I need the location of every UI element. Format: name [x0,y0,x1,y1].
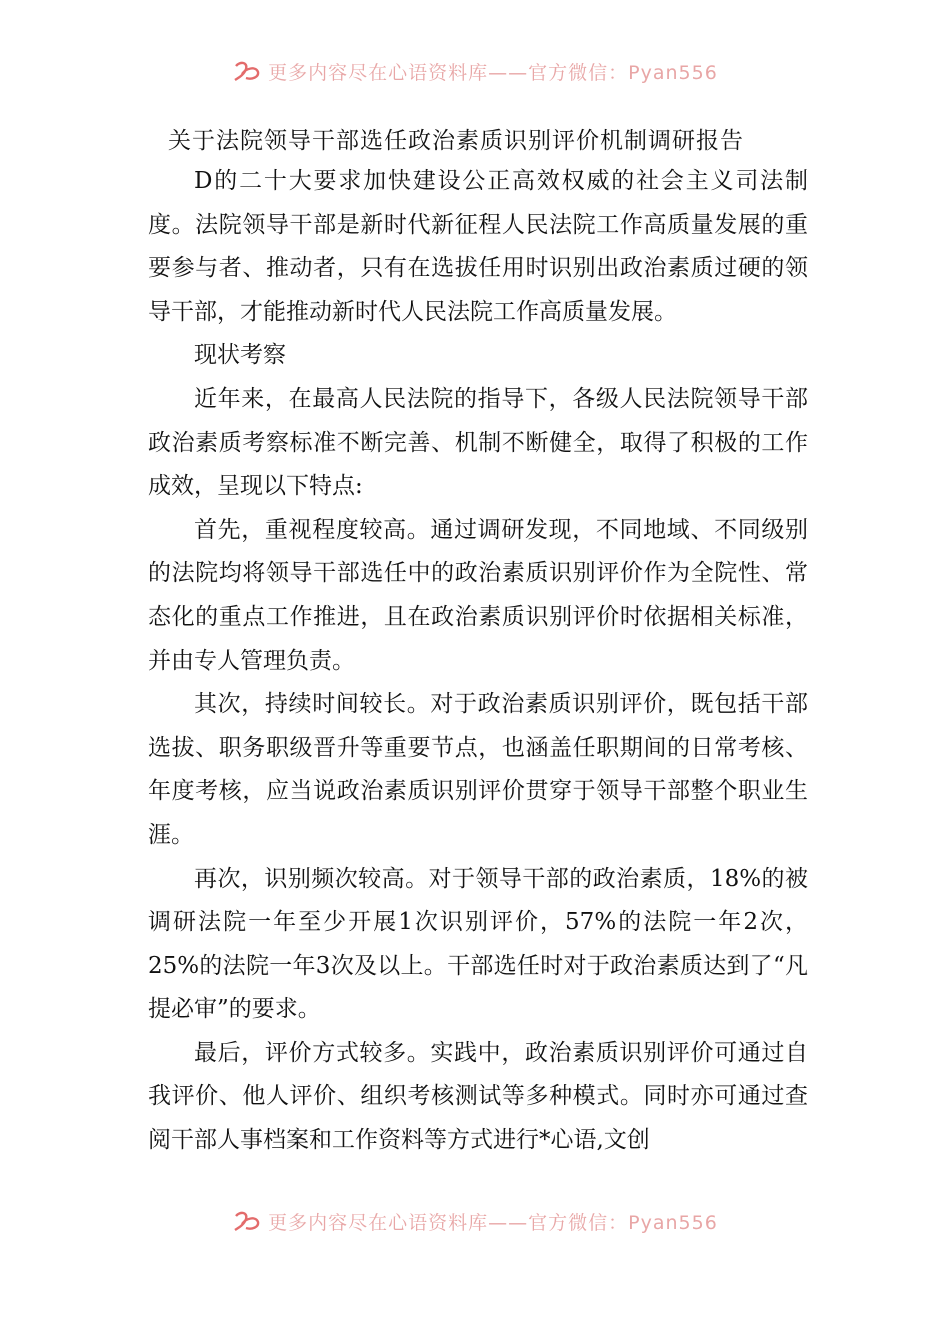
paragraph: 首先，重视程度较高。通过调研发现，不同地域、不同级别的法院均将领导干部选任中的政治素质识别评价作为全院性、常态化的重点工作推进，且在政治素质识别评价时依据相关标准，并由专人管理负责。 [148,516,808,674]
watermark-text: 更多内容尽在心语资料库——官方微信：Pyan556 [268,1211,718,1234]
heart-swirl-logo-icon [232,1210,262,1232]
paragraph: 再次，识别频次较高。对于领导干部的政治素质，18%的被调研法院一年至少开展1次识别评价，57%的法院一年2次，25%的法院一年3次及以上。干部选任时对于政治素质达到了“凡提必审”的要求。 [148,865,808,1023]
paragraph: D的二十大要求加快建设公正高效权威的社会主义司法制度。法院领导干部是新时代新征程人民法院工作高质量发展的重要参与者、推动者，只有在选拔任用时识别出政治素质过硬的领导干部，才能推动新时代人民法院工作高质量发展。 [148,168,808,325]
watermark-footer [0,1206,950,1236]
document-title: 关于法院领导干部选任政治素质识别评价机制调研报告 [168,128,744,154]
paragraph: 最后，评价方式较多。实践中，政治素质识别评价可通过自我评价、他人评价、组织考核测试等多种模式。同时亦可通过查阅干部人事档案和工作资料等方式进行*心语,文创 [148,1039,808,1154]
paragraph: 其次，持续时间较长。对于政治素质识别评价，既包括干部选拔、职务职级晋升等重要节点，也涵盖任职期间的日常考核、年度考核，应当说政治素质识别评价贯穿于领导干部整个职业生涯。 [148,691,808,848]
watermark-text: 更多内容尽在心语资料库——官方微信：Pyan556 [268,61,718,84]
watermark-header [0,56,950,86]
heart-swirl-logo-icon [232,60,262,82]
paragraph: 近年来，在最高人民法院的指导下，各级人民法院领导干部政治素质考察标准不断完善、机制不断健全，取得了积极的工作成效，呈现以下特点: [148,385,808,500]
section-heading: 现状考察 [194,342,286,369]
document-body [148,160,808,1163]
